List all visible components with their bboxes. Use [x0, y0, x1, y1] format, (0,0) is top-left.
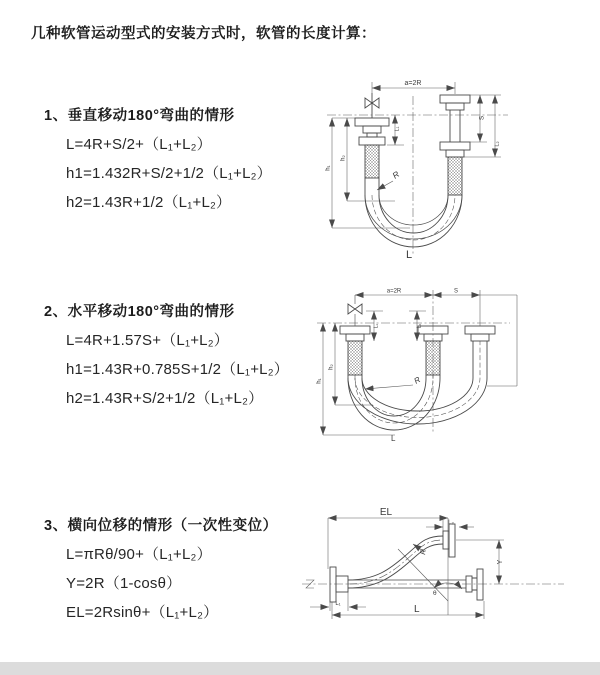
dimension-lines	[327, 82, 508, 256]
dim-label-l1: L₁	[373, 323, 380, 329]
formula-h2: h2=1.43R+S/2+1/2（L₁+L₂）	[66, 390, 264, 407]
formula-length: L=πRθ/90+（L₁+L₂）	[66, 546, 212, 563]
left-fitting	[355, 118, 389, 178]
valve-icon	[365, 93, 379, 118]
dim-label-l2: L₂	[416, 323, 423, 329]
radius-label: R	[418, 548, 428, 556]
dim-label-l1: L₁	[394, 126, 401, 132]
section-3	[44, 516, 314, 623]
figure-vertical-bend	[303, 66, 528, 261]
formula-el: EL=2Rsinθ+（L₁+L₂）	[66, 604, 219, 621]
dim-label-h1: h₁	[325, 165, 332, 171]
formula-y: Y=2R（1-cosθ）	[66, 575, 182, 592]
left-fitting	[340, 326, 370, 375]
dim-label-l2: L₂	[494, 141, 501, 147]
dim-label-l2: L₂	[448, 520, 454, 526]
figure-horizontal-bend	[303, 283, 528, 458]
dim-label-h2: h₂	[328, 364, 335, 370]
hose-assembly	[355, 93, 470, 247]
angle-label: θ	[433, 590, 437, 597]
figure-lateral-displacement	[296, 503, 576, 643]
formula-h1: h1=1.432R+S/2+1/2（L₁+L₂）	[66, 165, 272, 182]
dim-label-y: Y	[497, 559, 504, 565]
dim-label-h1: h₁	[316, 378, 323, 384]
dim-label-a2r: a=2R	[404, 80, 422, 87]
dim-label-el: EL	[379, 507, 393, 518]
section-2-formulas	[44, 331, 314, 409]
bottom-gray-band	[0, 662, 600, 675]
u-bend-hose	[348, 341, 487, 430]
formula-h1: h1=1.43R+0.785S+1/2（L₁+L₂）	[66, 361, 289, 378]
length-label: L	[406, 249, 413, 261]
section-2	[44, 302, 314, 409]
dimension-lines	[302, 518, 564, 619]
section-1-formulas	[44, 135, 314, 213]
length-label: L	[391, 434, 396, 443]
upper-flange	[443, 524, 455, 557]
dim-label-l1: L₁	[335, 601, 341, 607]
dim-label-a2r: a=2R	[386, 288, 402, 295]
vertical-bend-diagram	[303, 66, 528, 261]
right-fitting	[440, 95, 470, 195]
formula-length: L=4R+S/2+（L₁+L₂）	[66, 136, 212, 153]
section-3-heading: 3、横向位移的情形（一次性变位）	[44, 518, 278, 534]
radius-label: R	[390, 168, 402, 181]
left-flange	[330, 567, 348, 602]
section-3-formulas	[44, 545, 314, 623]
right-fitting	[465, 326, 495, 351]
dim-label-h2: h₂	[340, 155, 347, 161]
length-label: L	[414, 604, 420, 615]
section-1-heading: 1、垂直移动180°弯曲的情形	[44, 108, 235, 124]
dim-label-s: S	[478, 115, 486, 121]
dim-label-s: S	[453, 288, 459, 295]
section-1	[44, 106, 314, 213]
angle-construction-line	[398, 549, 448, 601]
radius-label: R	[412, 375, 423, 386]
section-2-heading: 2、水平移动180°弯曲的情形	[44, 304, 235, 320]
hose-assembly	[340, 295, 495, 430]
original-position-pipe	[348, 569, 483, 600]
page-title: 几种软管运动型式的安装方式时，软管的长度计算：	[31, 26, 376, 42]
lateral-displacement-diagram	[296, 503, 576, 643]
valve-icon	[348, 295, 362, 326]
horizontal-bend-diagram	[303, 283, 528, 458]
formula-h2: h2=1.43R+1/2（L₁+L₂）	[66, 194, 232, 211]
formula-length: L=4R+1.57S+（L₁+L₂）	[66, 332, 229, 349]
hose-assembly	[330, 524, 483, 602]
